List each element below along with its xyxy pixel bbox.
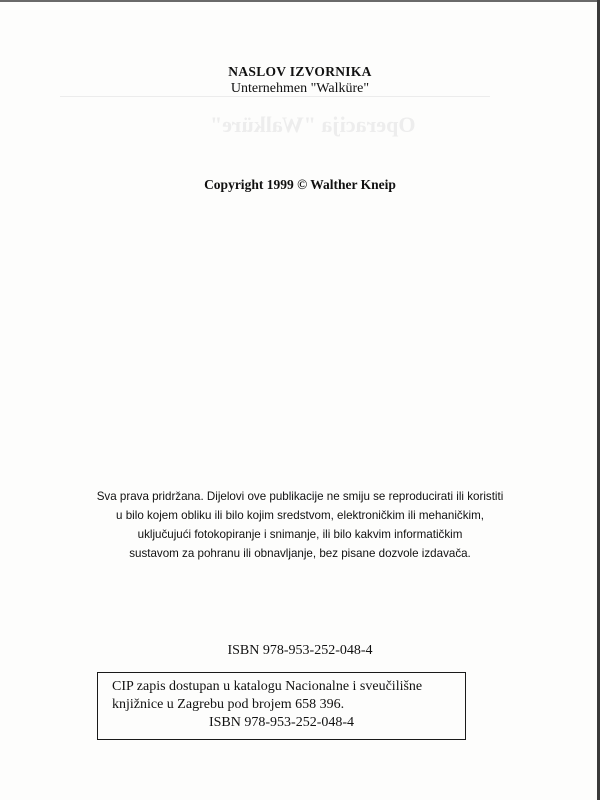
cip-record-box — [97, 672, 466, 740]
rights-notice-line: u bilo kojem obliku ili bilo kojim sredstvom, elektroničkim ili mehaničkim, — [116, 509, 484, 522]
original-title: Unternehmen "Walküre" — [230, 81, 370, 96]
rights-notice-line: Sva prava pridržana. Dijelovi ove publikacije ne smiju se reproducirati ili koristiti — [96, 490, 504, 503]
original-title-label: NASLOV IZVORNIKA — [228, 64, 372, 79]
scan-edge-top — [0, 0, 600, 2]
rights-notice-line: sustavom za pohranu ili obnavljanje, bez pisane dozvole izdavača. — [129, 547, 471, 560]
isbn-line: ISBN 978-953-252-048-4 — [227, 643, 373, 658]
bleed-through-title: Operacija "Walküre" — [210, 112, 416, 137]
cip-isbn: ISBN 978-953-252-048-4 — [208, 715, 355, 730]
cip-line-2: knjižnice u Zagrebu pod brojem 658 396. — [112, 697, 345, 712]
cip-line-1: CIP zapis dostupan u katalogu Nacionalne i sveučilišne — [112, 679, 423, 694]
rights-notice-line: uključujući fotokopiranje i snimanje, ili bilo kakvim informatičkim — [137, 528, 463, 541]
rights-notice — [60, 487, 540, 563]
copyright-line: Copyright 1999 © Walther Kneip — [204, 177, 396, 192]
